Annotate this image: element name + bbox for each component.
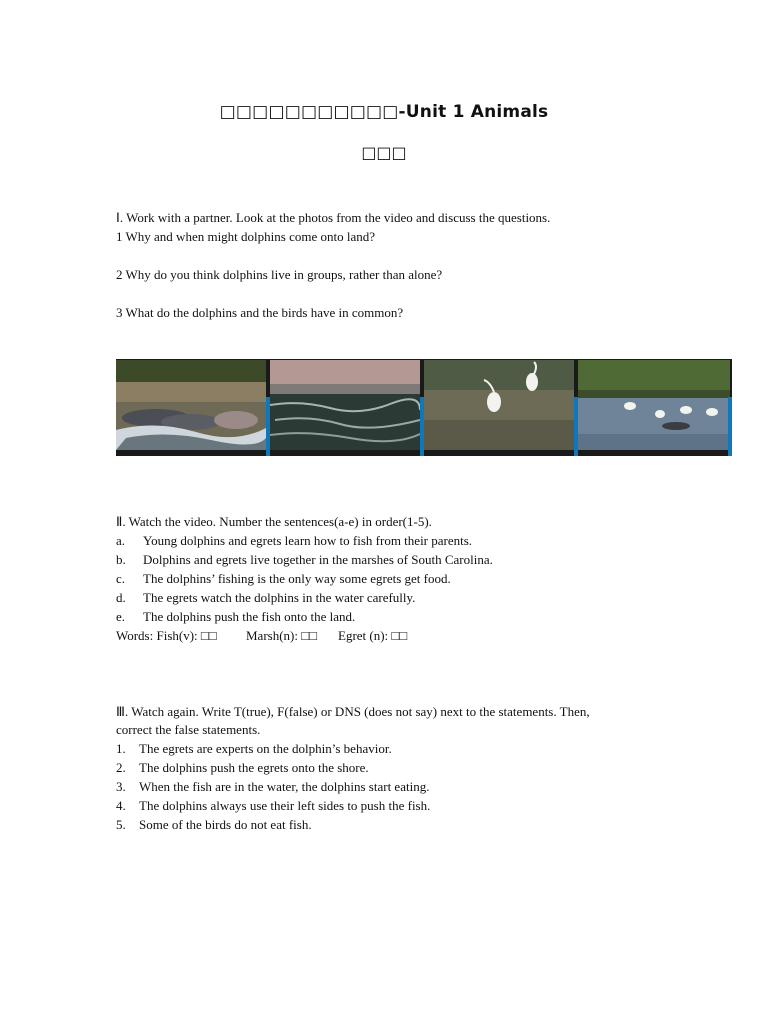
sentence-a [116,531,472,550]
vocab-egret: Egret (n): □□ [338,628,408,643]
sentence-b [116,550,493,569]
sentence-text: Young dolphins and egrets learn how to fish from their parents. [143,533,473,548]
sentence-text: Dolphins and egrets live together in the marshes of South Carolina. [143,552,493,567]
sentence-e [116,607,355,626]
section-1-heading: Ⅰ. Work with a partner. Look at the photos from the video and discuss the questions. [116,210,551,225]
sentence-text: The dolphins’ fishing is the only way some egrets get food. [143,571,451,586]
sentence-text: The dolphins push the fish onto the land. [143,609,356,624]
statement-text: When the fish are in the water, the dolphins start eating. [139,779,430,794]
statement-1 [116,739,392,758]
section-3-heading: Ⅲ. Watch again. Write T(true), F(false) or DNS (does not say) next to the statements. Then, [116,704,590,719]
page-title: □□□□□□□□□□□-Unit 1 Animals [219,102,549,122]
list-marker: c. [116,571,126,586]
sentence-d [116,588,415,607]
sentence-c [116,569,451,588]
list-marker: 2. [116,760,126,775]
egrets-on-mudflat-photo [424,360,574,450]
page-subtitle: □□□ [361,143,407,162]
statement-text: The dolphins push the egrets onto the shore. [139,760,369,775]
statement-text: Some of the birds do not eat fish. [139,817,312,832]
aerial-marsh-photo [270,360,420,450]
vocabulary-line [116,626,407,645]
section-2-heading: Ⅱ. Watch the video. Number the sentences(a-e) in order(1-5). [116,514,432,529]
section-3-heading-continued: correct the false statements. [116,722,261,737]
list-marker: e. [116,609,126,624]
statement-5 [116,815,312,834]
photo-divider [574,397,578,456]
list-marker: 5. [116,817,126,832]
list-marker: 4. [116,798,126,813]
dolphins-on-shore-photo [116,360,266,450]
photo-divider [266,397,270,456]
list-marker: 1. [116,741,126,756]
egrets-and-dolphin-in-water-photo [578,360,730,450]
statement-3 [116,777,429,796]
photo-divider [728,397,732,456]
vocab-fish: Words: Fish(v): □□ [116,628,217,643]
statement-2 [116,758,369,777]
list-marker: a. [116,533,126,548]
question-3: 3 What do the dolphins and the birds have in common? [116,305,404,320]
vocab-marsh: Marsh(n): □□ [246,628,317,643]
list-marker: d. [116,590,126,605]
question-2: 2 Why do you think dolphins live in groups, rather than alone? [116,267,443,282]
photo-divider [420,397,424,456]
list-marker: b. [116,552,126,567]
statement-text: The egrets are experts on the dolphin’s behavior. [139,741,392,756]
sentence-text: The egrets watch the dolphins in the water carefully. [143,590,416,605]
question-1: 1 Why and when might dolphins come onto land? [116,229,375,244]
video-photo-strip [116,359,732,456]
statement-text: The dolphins always use their left sides to push the fish. [139,798,431,813]
statement-4 [116,796,430,815]
list-marker: 3. [116,779,126,794]
